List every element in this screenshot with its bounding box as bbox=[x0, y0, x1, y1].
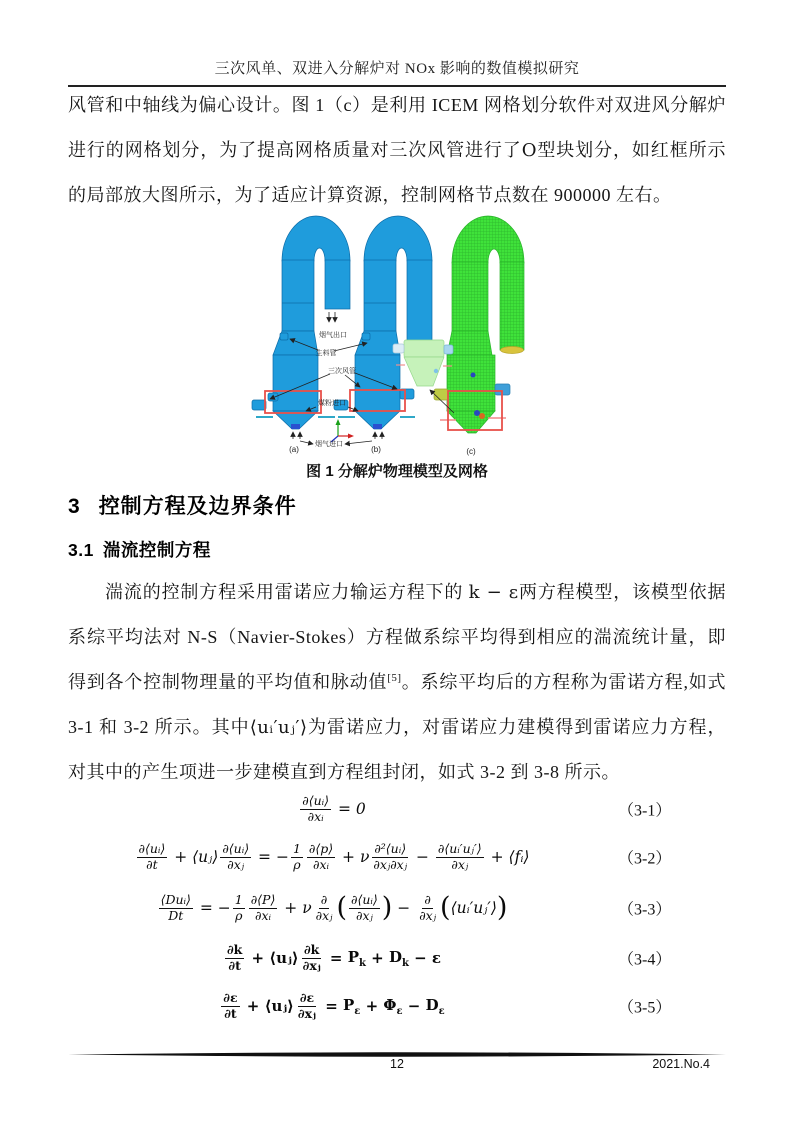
tertiary-air-stub bbox=[252, 400, 266, 410]
paragraph-turbulence-model bbox=[68, 570, 726, 795]
running-head-title: 三次风单、双进入分解炉对 NOx 影响的数值模拟研究 bbox=[214, 61, 580, 77]
page-number: 12 bbox=[390, 1057, 404, 1071]
label-tertiary-air-pipe: 三次风管 bbox=[328, 368, 356, 375]
inline-math-run: ⟨uᵢ′uⱼ′⟩ bbox=[249, 717, 308, 738]
equation-math: $\frac{\partial k}{\partial t}$ + ⟨uⱼ⟩ $\frac{\partial k}{\text{∂xⱼ}}$ = $P_k$ + $D_k$ − ε bbox=[226, 941, 442, 973]
label-flue-gas-outlet: 烟气出口 bbox=[319, 332, 347, 339]
text-run: 为雷诺应力，对雷诺应力建模得到雷诺应力方程，对其中的产生项进一步建模直到方程组封闭，如式 3-2 到 3-8 所示。 bbox=[68, 717, 726, 782]
raw-meal-stub bbox=[280, 333, 288, 340]
duct-end-cap bbox=[501, 347, 524, 354]
equation-number: （3-4） bbox=[618, 951, 672, 969]
raw-meal-stub bbox=[362, 333, 370, 340]
equation-math: $\frac{\partial\varepsilon}{\partial t}$ + ⟨uⱼ⟩ $\frac{\partial\varepsilon}{\text{∂xⱼ}}$ = $P_\varepsilon$ + $\Phi_\varepsilon$ − $D_\varepsilon$ bbox=[223, 989, 445, 1021]
cone-tip-mark bbox=[291, 424, 300, 429]
label-raw-meal-pipe: 生料管 bbox=[315, 350, 337, 357]
equation-math: $\frac{\text{∂⟨uᵢ⟩}}{\text{∂xᵢ}}$ = 0 bbox=[302, 792, 366, 824]
equation-row-3-1 bbox=[68, 786, 726, 832]
equation-math: $\frac{\text{⟨Duᵢ⟩}}{Dt}$ = − $\frac{1}{\rho}$ $\frac{\partial⟨P⟩}{\text{∂xᵢ}}$ + ν $\frac{\partial}{\text{∂xⱼ}}$ ( $\frac{\text{∂⟨uᵢ⟩}}{\text{∂xⱼ}}$ ) − $\frac{\partial}{\text{∂xⱼ}}$ ( ⟨uᵢ′uⱼ′⟩ ) bbox=[160, 891, 508, 923]
equation-row-3-5 bbox=[68, 982, 726, 1030]
subsection-title: 湍流控制方程 bbox=[102, 540, 211, 560]
inline-math-run: O bbox=[521, 140, 537, 161]
equation-math: $\frac{\text{∂⟨uᵢ⟩}}{\partial t}$ + ⟨uⱼ⟩ $\frac{\text{∂⟨uᵢ⟩}}{\text{∂xⱼ}}$ = − $\frac{1}{\rho}$ $\frac{\partial⟨p⟩}{\text{∂xᵢ}}$ + ν $\frac{\text{∂²⟨uᵢ⟩}}{\text{∂xⱼ∂xⱼ}}$ − $\frac{\text{∂⟨uᵢ′uⱼ′⟩}}{\text{∂xⱼ}}$ + ⟨fᵢ⟩ bbox=[138, 840, 530, 872]
text-run: 型块划分，如红框所示的局部放大图所示，为了适应计算资源，控制网格节点数在 900000 左右。 bbox=[68, 140, 727, 205]
figure-caption: 图 1 分解炉物理模型及网格 bbox=[306, 463, 488, 480]
equation-number: （3-2） bbox=[618, 850, 672, 868]
inline-math-run: k − ε bbox=[468, 582, 519, 603]
label-flue-gas-inlet: 烟气进口 bbox=[315, 441, 343, 448]
cone-tip-mark bbox=[373, 424, 382, 429]
equation-number: （3-3） bbox=[618, 901, 672, 919]
paragraph-mesh-description bbox=[68, 83, 726, 218]
subsection-number: 3.1 bbox=[68, 540, 94, 560]
subsection-heading bbox=[68, 537, 211, 562]
equation-row-3-3 bbox=[68, 882, 726, 934]
equations-block bbox=[68, 786, 726, 1030]
section-number: 3 bbox=[68, 495, 81, 518]
sublabel-a: (a) bbox=[289, 445, 299, 454]
label-coal-inlet: 煤粉进口 bbox=[318, 400, 346, 407]
equation-number: （3-1） bbox=[618, 802, 672, 820]
text-run: 湍流的控制方程采用雷诺应力输运方程下的 bbox=[105, 582, 469, 602]
calciner-model-a bbox=[252, 216, 350, 429]
equation-row-3-2 bbox=[68, 832, 726, 882]
sublabel-c: (c) bbox=[466, 447, 476, 456]
text-run: 。系综平均后的方程称为雷诺方程,如式 3-1 和 3-2 所示。其中 bbox=[68, 672, 727, 737]
equation-number: （3-5） bbox=[618, 999, 672, 1017]
equation-row-3-4 bbox=[68, 934, 726, 982]
text-run: 两方程模型，该模型依据系综平均法对 N-S（Navier-Stokes）方程做系综平均得到相应的湍流统计量，即得到各个控制物理量的平均值和脉动值 bbox=[68, 582, 727, 692]
mesh-stub-left bbox=[434, 389, 448, 400]
citation-superscript: [5] bbox=[387, 672, 402, 684]
section-title: 控制方程及边界条件 bbox=[98, 495, 297, 518]
section-heading bbox=[68, 490, 297, 520]
issue-number: 2021.No.4 bbox=[652, 1057, 710, 1071]
mesh-detail-zoom-view bbox=[393, 340, 453, 386]
figure-1-calciner-models bbox=[230, 203, 575, 458]
sublabel-b: (b) bbox=[371, 445, 381, 454]
text-run: 风管和中轴线为偏心设计。图 1（c）是利用 ICEM 网格划分软件对双进风分解炉进行的网格划分，为了提高网格质量对三次风管进行了 bbox=[68, 95, 726, 160]
axis-triad-icon bbox=[331, 419, 354, 442]
